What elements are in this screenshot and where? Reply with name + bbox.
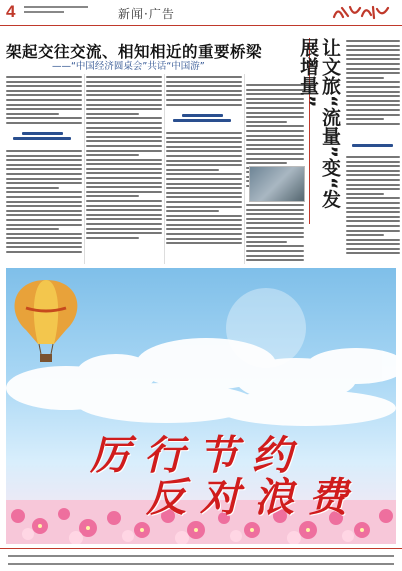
text-line [86,85,162,87]
text-line [6,214,82,216]
text-line [86,237,139,239]
text-line [166,224,242,226]
text-line [166,160,242,162]
text-line [346,193,384,195]
text-line [166,201,242,203]
text-line [346,179,400,181]
text-line [346,49,400,51]
text-line [6,159,82,161]
text-line [6,242,82,244]
left-article-subheadline: ——“中国经济圆桌会”共话“中国游” [52,61,205,72]
text-line [346,109,400,111]
text-line [6,113,59,115]
text-line [86,108,162,110]
text-line [6,201,82,203]
text-line [346,54,400,56]
text-line [166,85,242,87]
text-line [346,220,400,222]
text-column-4 [246,40,304,270]
text-line [166,187,242,189]
text-line [166,196,242,198]
hot-air-balloon [15,280,78,362]
text-line [166,233,242,235]
text-line [6,182,82,184]
text-line [86,186,162,188]
text-line [346,211,400,213]
text-line [6,228,59,230]
text-line [346,239,400,241]
text-line [6,224,82,226]
text-line [6,196,82,198]
text-line [346,234,384,236]
text-line [166,137,242,139]
text-line [6,150,82,152]
paragraph-block [346,40,400,127]
text-line [246,102,304,104]
ad-slogan-line-1: 厉行节约 [90,432,306,479]
text-line [86,195,139,197]
text-line [246,130,304,132]
text-line [166,215,242,217]
text-line [6,90,82,92]
text-line [346,202,400,204]
text-line [246,209,304,211]
public-service-advertisement [6,268,396,544]
text-line [166,219,242,221]
page-number: 4 [6,2,16,21]
text-line [166,164,242,166]
text-line [346,63,400,65]
text-line [246,236,304,238]
text-line [246,84,304,86]
text-line [166,81,242,83]
text-line [6,205,82,207]
text-line [86,94,162,96]
text-line [6,81,82,83]
text-line [86,205,162,207]
text-line [246,112,304,114]
text-line [86,214,162,216]
footer-info-line [8,563,394,565]
text-line [86,223,162,225]
text-line [6,168,82,170]
text-line [86,218,162,220]
text-line [166,173,242,175]
text-line [346,81,400,83]
text-line [346,114,400,116]
paragraph-block [346,156,400,257]
text-line [86,76,162,78]
text-line [346,91,400,93]
text-line [246,259,304,261]
text-line [86,232,162,234]
text-line [166,228,242,230]
text-line [86,150,162,152]
text-line [346,100,400,102]
text-line [6,76,82,78]
text-line [346,104,400,106]
text-line [86,90,162,92]
text-line [346,161,400,163]
text-line [166,210,219,212]
paragraph-block [6,76,82,127]
text-line [246,139,304,141]
text-line [346,40,400,42]
text-line [346,58,400,60]
text-line [86,154,139,156]
text-line [346,197,400,199]
text-line [6,164,82,166]
text-line [86,122,162,124]
text-line [6,117,82,119]
ad-slogan-line-2: 反对浪费 [146,474,362,521]
text-line [166,178,242,180]
text-line [246,125,304,127]
text-line [86,159,162,161]
text-line [246,148,304,150]
text-line [246,107,304,109]
text-line [246,232,304,234]
text-line [6,99,82,101]
text-line [346,243,400,245]
text-line [166,150,242,152]
text-line [86,182,162,184]
text-line [246,245,304,247]
text-line [346,118,384,120]
text-line [346,248,400,250]
text-line [6,191,82,193]
text-line [346,72,400,74]
text-line [166,132,242,134]
footer-info-line [8,555,394,557]
text-line [246,116,304,118]
text-line [346,170,400,172]
text-line [246,241,287,243]
text-line [86,228,162,230]
text-line [246,222,304,224]
masthead [0,0,402,26]
clouds [6,338,396,426]
text-line [246,153,304,155]
text-line [166,104,242,106]
left-article-headline: 架起交往交流、相知相近的重要桥梁 [6,43,263,61]
text-line [346,86,400,88]
text-line [246,204,304,206]
paragraph-block [166,76,242,108]
text-line [246,98,304,100]
text-line [246,227,304,229]
text-line [346,123,400,125]
text-column-5 [346,40,400,270]
text-line [6,187,59,189]
text-line [6,122,82,124]
text-line [86,113,139,115]
text-line [86,172,162,174]
paragraph-block [246,204,304,264]
paragraph-block [166,132,242,247]
text-line [166,206,242,208]
text-line [86,163,162,165]
text-column-2 [86,74,162,264]
text-line [86,200,162,202]
text-line [86,131,162,133]
newspaper-nameplate-logo [330,2,394,22]
text-line [166,242,242,244]
text-line [346,45,400,47]
article-photo [249,166,305,202]
text-line [246,121,287,123]
text-line [6,233,82,235]
column-divider [164,74,165,264]
text-line [86,191,162,193]
text-line [246,158,304,160]
text-line [166,141,242,143]
text-line [246,250,304,252]
text-line [166,99,242,101]
page-footer [0,548,402,571]
text-line [86,99,162,101]
section-subhead [348,142,397,156]
text-line [6,237,82,239]
text-line [166,155,242,157]
right-article-headline: 让文旅“流量”变“发展增量” [297,38,341,209]
text-line [86,145,162,147]
text-line [346,174,400,176]
text-line [246,144,304,146]
text-line [166,238,242,240]
column-divider [84,74,85,264]
section-subhead [168,112,236,126]
paragraph-block [6,150,82,256]
text-line [346,165,400,167]
section-subhead [8,130,76,144]
text-line [346,207,400,209]
text-line [6,94,82,96]
text-line [246,213,304,215]
text-line [6,108,82,110]
text-line [246,218,304,220]
text-line [86,209,162,211]
text-line [346,184,400,186]
text-line [6,210,82,212]
text-line [346,188,400,190]
text-line [86,168,162,170]
text-line [6,251,82,253]
column-divider [244,74,245,264]
text-line [6,104,82,106]
text-line [86,140,162,142]
text-line [246,93,304,95]
paragraph-block [86,76,162,241]
text-line [246,162,287,164]
text-line [346,216,400,218]
text-line [86,104,162,106]
text-line [6,178,82,180]
text-line [246,135,304,137]
text-line [6,85,82,87]
text-line [346,230,400,232]
text-line [166,90,242,92]
right-article-headline-box [297,38,343,224]
text-line [86,177,162,179]
text-line [6,155,82,157]
text-line [166,192,242,194]
text-line [86,117,162,119]
issue-date-info [24,6,94,16]
text-line [346,68,400,70]
text-line [166,183,242,185]
text-line [166,169,219,171]
text-line [86,136,162,138]
text-line [86,81,162,83]
text-line [6,246,82,248]
text-line [346,156,400,158]
text-line [86,127,162,129]
text-line [166,146,242,148]
text-line [246,89,304,91]
text-line [346,252,400,254]
text-column-1 [6,74,82,264]
text-line [346,95,400,97]
text-line [6,173,82,175]
text-line [346,225,400,227]
section-title: 新闻·广告 [118,7,175,21]
text-line [166,76,242,78]
text-line [246,255,304,257]
text-line [6,219,82,221]
text-line [346,77,384,79]
text-column-3 [166,74,242,264]
text-line [166,94,242,96]
